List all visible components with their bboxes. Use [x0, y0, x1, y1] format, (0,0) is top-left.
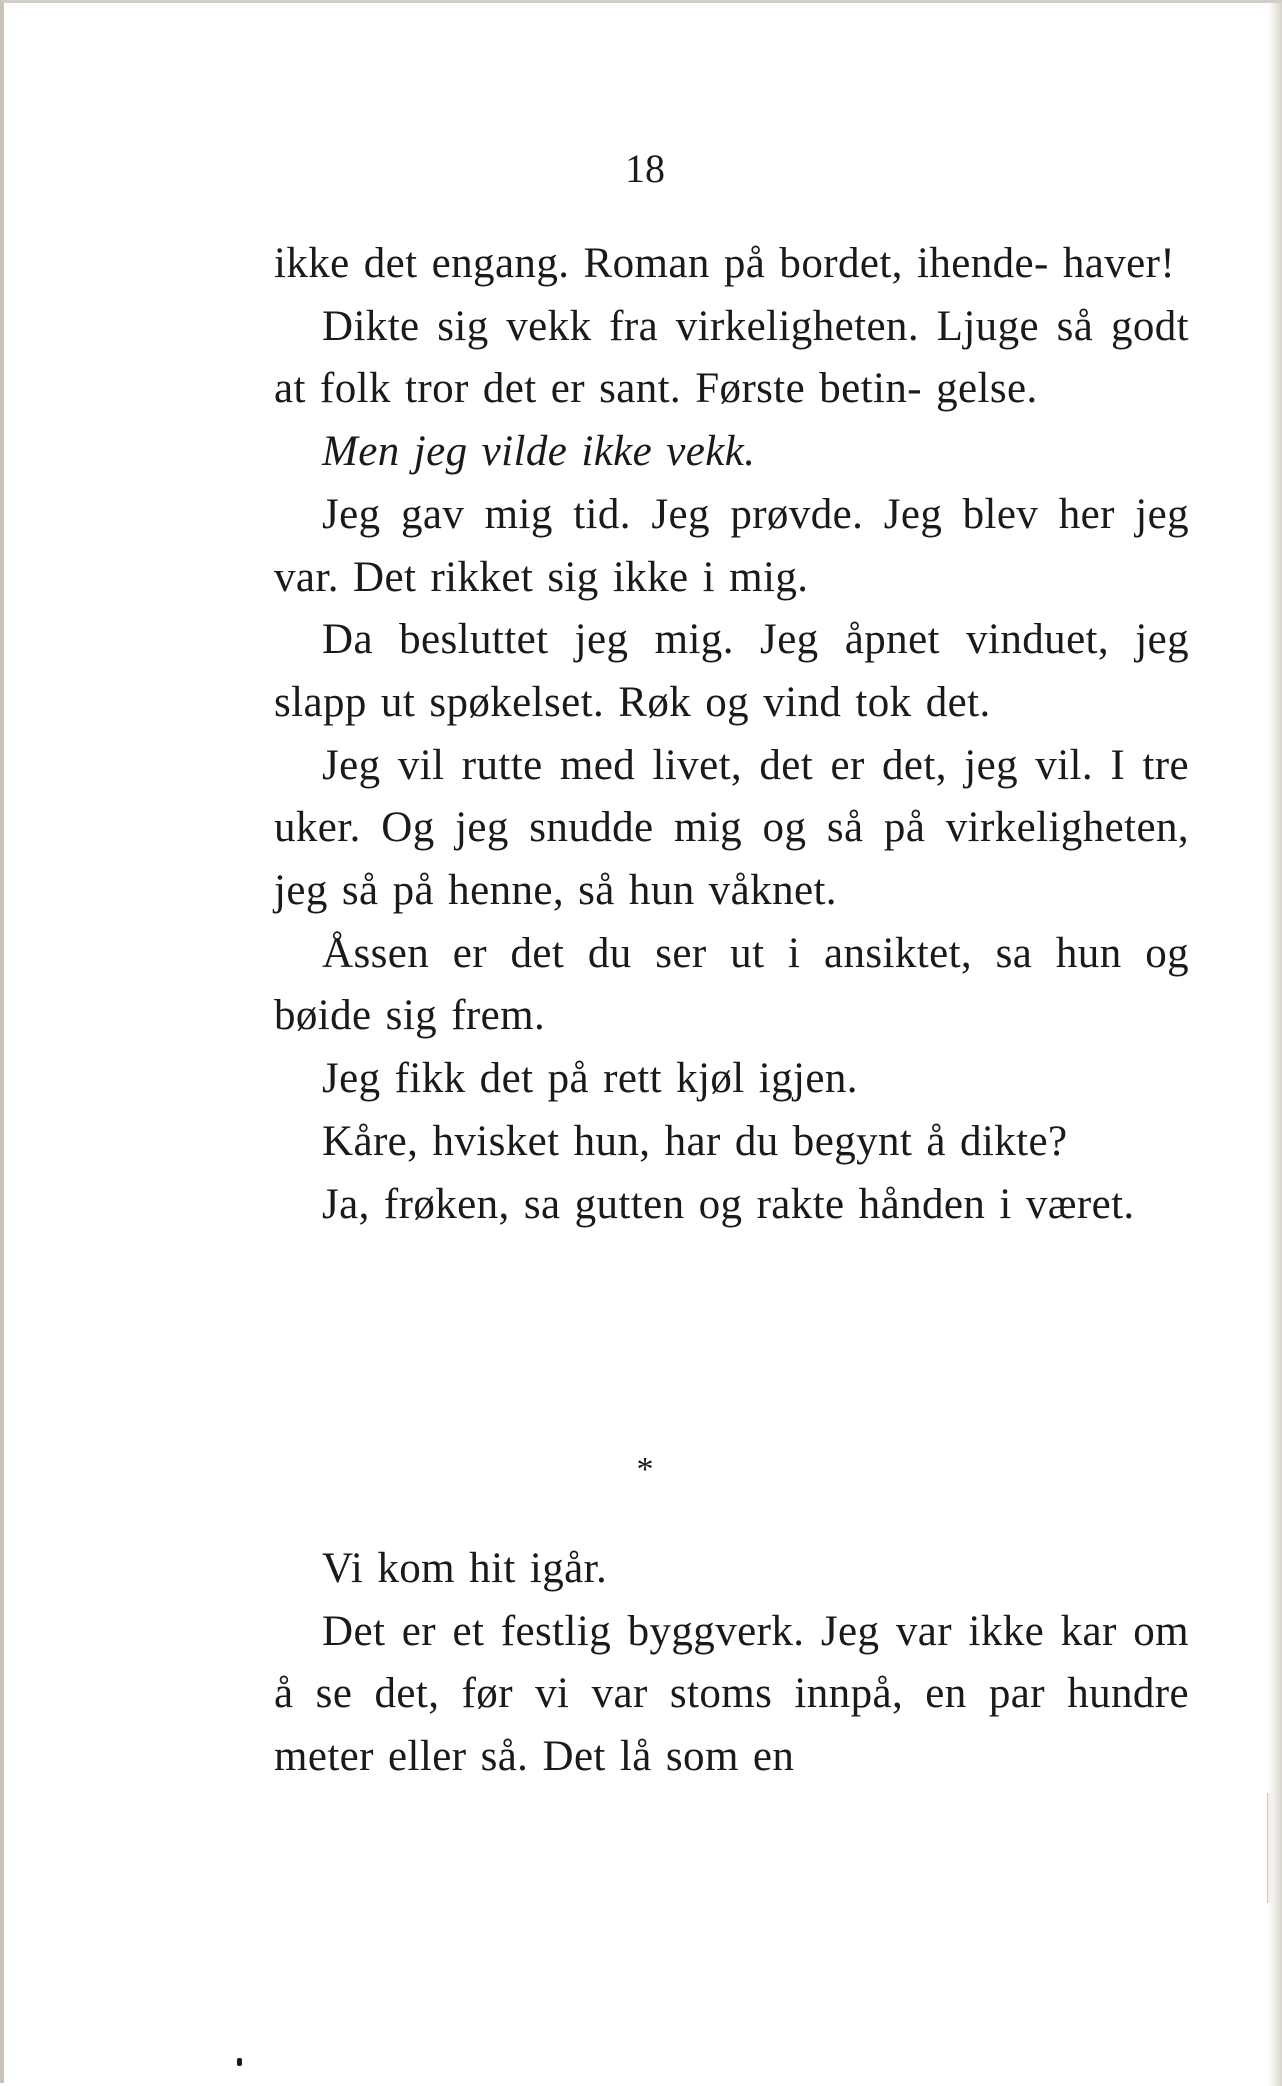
- section-separator: *: [636, 1451, 654, 1488]
- paragraph: Jeg gav mig tid. Jeg prøvde. Jeg blev her jeg var. Det rikket sig ikke i mig.: [274, 490, 1189, 601]
- paragraph: Vi kom hit igår.: [322, 1545, 608, 1592]
- paragraph: Ja, frøken, sa gutten og rakte hånden i været.: [322, 1180, 1135, 1228]
- page-edge-notch: [1267, 1793, 1274, 1903]
- section-one-text: [274, 233, 1189, 1236]
- paragraph: Jeg fikk det på rett kjøl igjen.: [322, 1055, 858, 1103]
- paragraph: Jeg vil rutte med livet, det er det, jeg vil. I tre uker. Og jeg snudde mig og så på virkeligheten, jeg så på henne, så hun våknet.: [274, 741, 1189, 915]
- paragraph: Kåre, hvisket hun, har du begynt å dikte?: [322, 1117, 1068, 1165]
- page-edge-shadow: [1268, 3, 1282, 2086]
- paragraph: ikke det engang. Roman på bordet, ihende- haver!: [274, 240, 1176, 287]
- paragraph: Det er et festlig byggverk. Jeg var ikke kar om å se det, før vi var stoms innpå, en par hundre meter eller så. Det lå som en: [274, 1607, 1189, 1781]
- paragraph: Da besluttet jeg mig. Jeg åpnet vinduet, jeg slapp ut spøkelset. Røk og vind tok det.: [274, 616, 1189, 726]
- section-two-text: [274, 1538, 1189, 1789]
- paragraph-italic: Men jeg vilde ikke vekk.: [322, 428, 756, 476]
- paragraph: Åssen er det du ser ut i ansiktet, sa hun og bøide sig frem.: [274, 929, 1189, 1040]
- ink-speck: [237, 2058, 242, 2066]
- paragraph: Dikte sig vekk fra virkeligheten. Ljuge så godt at folk tror det er sant. Første betin- gelse.: [274, 302, 1189, 413]
- page-number: 18: [625, 146, 665, 191]
